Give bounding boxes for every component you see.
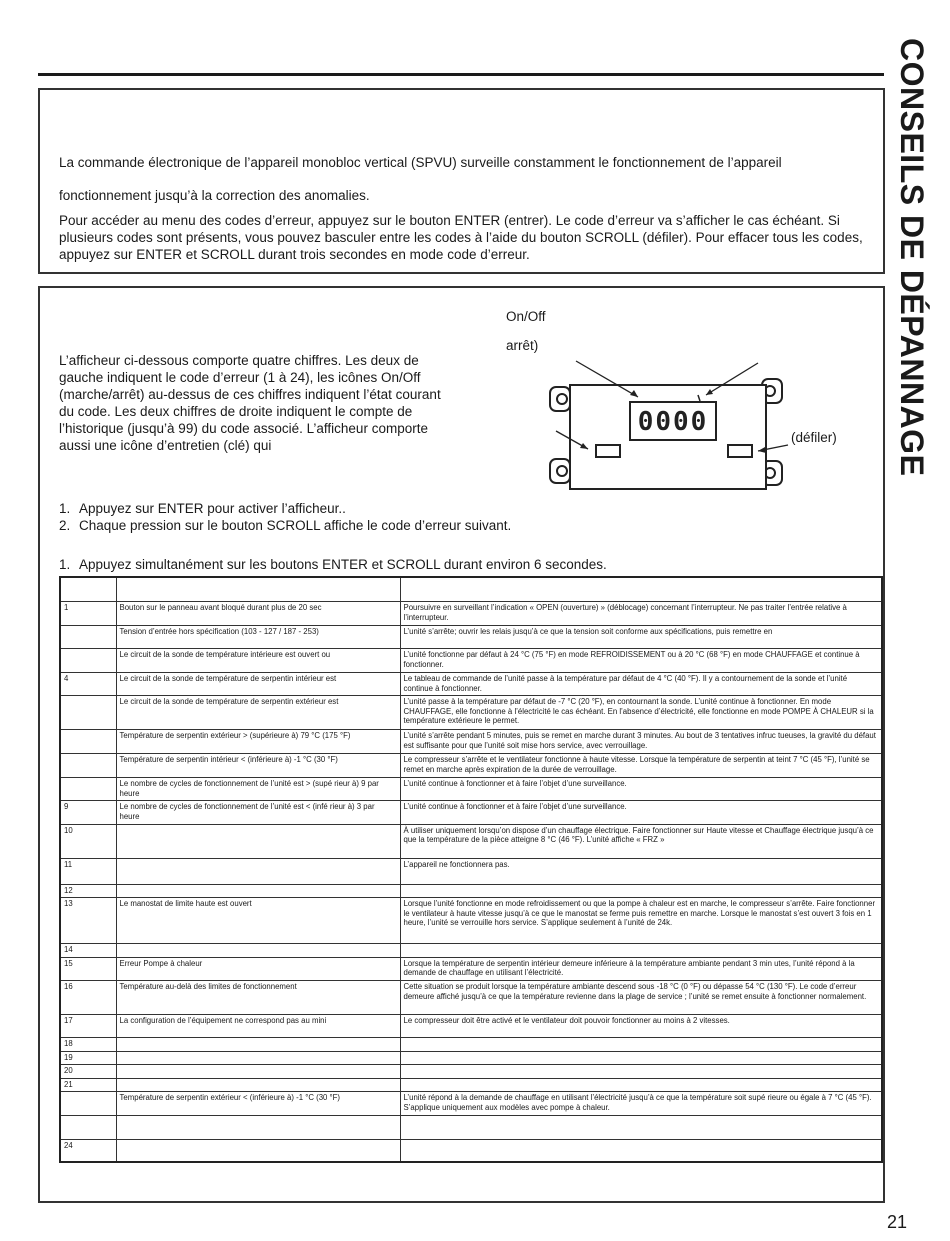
table-row bbox=[60, 884, 882, 898]
table-row bbox=[60, 801, 882, 824]
intro-paragraph-3: Pour accéder au menu des codes d’erreur, appuyez sur le bouton ENTER (entrer). Le code d’erreur va s’afficher le cas échéant. Si plusieurs codes sont présents, vous pouvez basculer entre les codes à l’aide du bouton SCROLL (défiler). Pour effacer tous les codes, appuyez sur ENTER et SCROLL durant trois secondes en mode code d’erreur. bbox=[59, 213, 863, 262]
cell-code bbox=[60, 649, 116, 673]
table-row bbox=[60, 626, 882, 649]
table-row bbox=[60, 1037, 882, 1051]
cell-code: 4 bbox=[60, 673, 116, 696]
table-row bbox=[60, 1065, 882, 1079]
cell-desc: Bouton sur le panneau avant bloqué durant plus de 20 sec bbox=[116, 602, 400, 626]
header-cell-description bbox=[116, 577, 400, 602]
cell-action: Lorsque la température de serpentin intérieur demeure inférieure à la température ambiante pendant 3 min utes, l’unité répond à la demande de chauffage en utilisant l’électricité. bbox=[400, 957, 882, 980]
table-row bbox=[60, 649, 882, 673]
cell-action: L’unité répond à la demande de chauffage en utilisant l’électricité jusqu’à ce que la température soit supé rieure ou égale à 7 °C (45 °F). S’applique uniquement aux modèles avec pompe à chaleur. bbox=[400, 1092, 882, 1116]
cell-code bbox=[60, 730, 116, 754]
table-row bbox=[60, 1140, 882, 1162]
cell-desc: Le nombre de cycles de fonctionnement de l’unité est < (infé rieur à) 3 par heure bbox=[116, 801, 400, 824]
cell-desc: Erreur Pompe à chaleur bbox=[116, 957, 400, 980]
cell-desc: Température de serpentin intérieur < (inférieure à) -1 °C (30 °F) bbox=[116, 754, 400, 778]
cell-action bbox=[400, 1140, 882, 1162]
cell-desc: Température de serpentin extérieur < (inférieure à) -1 °C (30 °F) bbox=[116, 1092, 400, 1116]
error-codes-table bbox=[59, 576, 883, 1163]
cell-desc: Le manostat de limite haute est ouvert bbox=[116, 898, 400, 944]
cell-action: L’appareil ne fonctionnera pas. bbox=[400, 858, 882, 884]
section-title: CONSEILS DE DÉPANNAGE bbox=[894, 38, 930, 477]
cell-desc: Le circuit de la sonde de température intérieure est ouvert ou bbox=[116, 649, 400, 673]
table-row bbox=[60, 824, 882, 858]
cell-action: Le compresseur s’arrête et le ventilateur fonctionne à haute vitesse. Lorsque la température de serpentin at teint 7 °C (45 °F), l’unité se remet en marche après expiration de la durée de verrouillage. bbox=[400, 754, 882, 778]
cell-code: 16 bbox=[60, 980, 116, 1014]
cell-code bbox=[60, 626, 116, 649]
cell-action: Le tableau de commande de l’unité passe à la température par défaut de 4 °C (40 °F). Il y a contournement de la sonde et l’unité continue à fonctionner. bbox=[400, 673, 882, 696]
cell-action: L’unité s’arrête pendant 5 minutes, puis se remet en marche durant 3 minutes. Au bout de 3 tentatives infruc tueuses, la gravité du défaut est suffisante pour que l’unité soit mise hors service, avec verrouillage. bbox=[400, 730, 882, 754]
table-row bbox=[60, 754, 882, 778]
table-row bbox=[60, 696, 882, 730]
cell-code: 17 bbox=[60, 1014, 116, 1037]
cell-action: À utiliser uniquement lorsqu’on dispose d’un chauffage électrique. Faire fonctionner sur Haute vitesse et Chauffage électrique jusqu’à ce que la température de la pièce atteigne 8 °C (46 °F). L’unité affiche « FRZ » bbox=[400, 824, 882, 858]
cell-code: 21 bbox=[60, 1078, 116, 1092]
cell-code bbox=[60, 778, 116, 801]
cell-code: 24 bbox=[60, 1140, 116, 1162]
cell-code: 20 bbox=[60, 1065, 116, 1079]
cell-desc: Le nombre de cycles de fonctionnement de l’unité est > (supé rieur à) 9 par heure bbox=[116, 778, 400, 801]
cell-code: 13 bbox=[60, 898, 116, 944]
list-item: 2. Chaque pression sur le bouton SCROLL affiche le code d’erreur suivant. bbox=[59, 518, 512, 533]
cell-code: 12 bbox=[60, 884, 116, 898]
cell-action bbox=[400, 1116, 882, 1140]
header-cell-code bbox=[60, 577, 116, 602]
cell-code bbox=[60, 696, 116, 730]
enter-button bbox=[596, 445, 620, 457]
cell-code: 19 bbox=[60, 1051, 116, 1065]
cell-desc bbox=[116, 944, 400, 958]
cell-action bbox=[400, 944, 882, 958]
cell-desc bbox=[116, 1051, 400, 1065]
cell-code bbox=[60, 1116, 116, 1140]
cell-desc: La configuration de l’équipement ne correspond pas au mini bbox=[116, 1014, 400, 1037]
table-row bbox=[60, 1014, 882, 1037]
cell-desc bbox=[116, 1065, 400, 1079]
cell-code: 15 bbox=[60, 957, 116, 980]
cell-action bbox=[400, 1051, 882, 1065]
display-panel-diagram bbox=[540, 345, 840, 495]
table-row bbox=[60, 1116, 882, 1140]
cell-action bbox=[400, 1037, 882, 1051]
table-row bbox=[60, 602, 882, 626]
cell-action: Poursuivre en surveillant l’indication « OPEN (ouverture) » (déblocage) concernant l’interrupteur. Ne pas traiter l’entrée relative à l’interrupteur. bbox=[400, 602, 882, 626]
table-row bbox=[60, 778, 882, 801]
table-row bbox=[60, 858, 882, 884]
cell-action bbox=[400, 1078, 882, 1092]
arret-label: arrêt) bbox=[506, 338, 539, 353]
view-steps-list bbox=[59, 500, 759, 534]
onoff-label: On/Off bbox=[506, 309, 546, 324]
cell-action: L’unité s’arrête; ouvrir les relais jusqu’à ce que la tension soit conforme aux spécifications, puis remettre en bbox=[400, 626, 882, 649]
cell-action: L’unité continue à fonctionner et à faire l’objet d’une surveillance. bbox=[400, 801, 882, 824]
cell-code bbox=[60, 754, 116, 778]
cell-action: Cette situation se produit lorsque la température ambiante descend sous -18 °C (0 °F) ou dépasse 54 °C (130 °F). Le code d’erreur demeure affiché jusqu’à ce que la température revienne dans la plage de service ; l’unité se remet ensuite à fonctionner normalement. bbox=[400, 980, 882, 1014]
cell-desc: Le circuit de la sonde de température de serpentin intérieur est bbox=[116, 673, 400, 696]
table-row bbox=[60, 1092, 882, 1116]
cell-action bbox=[400, 884, 882, 898]
table-row bbox=[60, 1051, 882, 1065]
intro-paragraph-1: La commande électronique de l’appareil monobloc vertical (SPVU) surveille constamment le fonctionnement de l’appareil bbox=[59, 155, 782, 170]
screw-icon bbox=[557, 394, 567, 404]
table-row bbox=[60, 730, 882, 754]
cell-desc bbox=[116, 824, 400, 858]
cell-action: L’unité continue à fonctionner et à faire l’objet d’une surveillance. bbox=[400, 778, 882, 801]
cell-desc: Le circuit de la sonde de température de serpentin extérieur est bbox=[116, 696, 400, 730]
table-row bbox=[60, 980, 882, 1014]
table-row bbox=[60, 898, 882, 944]
cell-code: 9 bbox=[60, 801, 116, 824]
cell-code: 14 bbox=[60, 944, 116, 958]
cell-code: 18 bbox=[60, 1037, 116, 1051]
cell-code: 1 bbox=[60, 602, 116, 626]
cell-desc: Température de serpentin extérieur > (supérieure à) 79 °C (175 °F) bbox=[116, 730, 400, 754]
header-cell-action bbox=[400, 577, 882, 602]
cell-desc bbox=[116, 1116, 400, 1140]
list-item: 1. Appuyez simultanément sur les boutons ENTER et SCROLL durant environ 6 secondes. bbox=[59, 557, 607, 572]
cell-code: 10 bbox=[60, 824, 116, 858]
defiler-label: (défiler) bbox=[791, 430, 837, 445]
table-row bbox=[60, 1078, 882, 1092]
cell-code: 11 bbox=[60, 858, 116, 884]
cell-desc bbox=[116, 858, 400, 884]
digit-display: 0000 bbox=[637, 407, 709, 437]
cell-desc bbox=[116, 884, 400, 898]
cell-desc bbox=[116, 1140, 400, 1162]
cell-action: Le compresseur doit être activé et le ventilateur doit pouvoir fonctionner au moins à 2 vitesses. bbox=[400, 1014, 882, 1037]
cell-desc bbox=[116, 1037, 400, 1051]
page-number: 21 bbox=[887, 1212, 908, 1232]
top-rule bbox=[38, 73, 884, 76]
table-row bbox=[60, 944, 882, 958]
cell-desc: Tension d’entrée hors spécification (103 - 127 / 187 - 253) bbox=[116, 626, 400, 649]
display-description: L’afficheur ci-dessous comporte quatre chiffres. Les deux de gauche indiquent le code d’erreur (1 à 24), les icônes On/Off (marche/arrêt) au-dessus de ces chiffres indiquent l’état courant du code. Les deux chiffres de droite indiquent le compte de l’historique (jusqu’à 99) du code associé. L’afficheur comporte aussi une icône d’entretien (clé) qui bbox=[59, 353, 441, 453]
screw-icon bbox=[557, 466, 567, 476]
intro-paragraph-2: fonctionnement jusqu’à la correction des anomalies. bbox=[59, 188, 370, 203]
list-item: 1. Appuyez sur ENTER pour activer l’afficheur.. bbox=[59, 501, 346, 516]
table-header-row bbox=[60, 577, 882, 602]
scroll-button bbox=[728, 445, 752, 457]
table-row bbox=[60, 673, 882, 696]
cell-action bbox=[400, 1065, 882, 1079]
cell-desc bbox=[116, 1078, 400, 1092]
clear-steps-list bbox=[59, 556, 759, 573]
cell-desc: Température au-delà des limites de fonctionnement bbox=[116, 980, 400, 1014]
table-row bbox=[60, 957, 882, 980]
cell-code bbox=[60, 1092, 116, 1116]
cell-action: L’unité passe à la température par défaut de -7 °C (20 °F), en contournant la sonde. L’unité continue à fonctionner. En mode CHAUFFAGE, elle fonctionne à l’électricité le cas échéant. En l’absence d’électricité, elle fonctionne en mode POMPE À CHALEUR si la température extérieure le permet. bbox=[400, 696, 882, 730]
cell-action: L’unité fonctionne par défaut à 24 °C (75 °F) en mode REFROIDISSEMENT ou à 20 °C (68 °F) en mode CHAUFFAGE et continue à fonctionner. bbox=[400, 649, 882, 673]
cell-action: Lorsque l’unité fonctionne en mode refroidissement ou que la pompe à chaleur est en marche, le compresseur s’arrête. Faire fonctionner le ventilateur à haute vitesse jusqu’à ce que le manostat se ferme puis remettre en marche. Lorsque le manostat s’est ouvert 3 fois en 1 heure, l’unité se verrouille hors service. S’applique seulement à l’unité de 24k. bbox=[400, 898, 882, 944]
